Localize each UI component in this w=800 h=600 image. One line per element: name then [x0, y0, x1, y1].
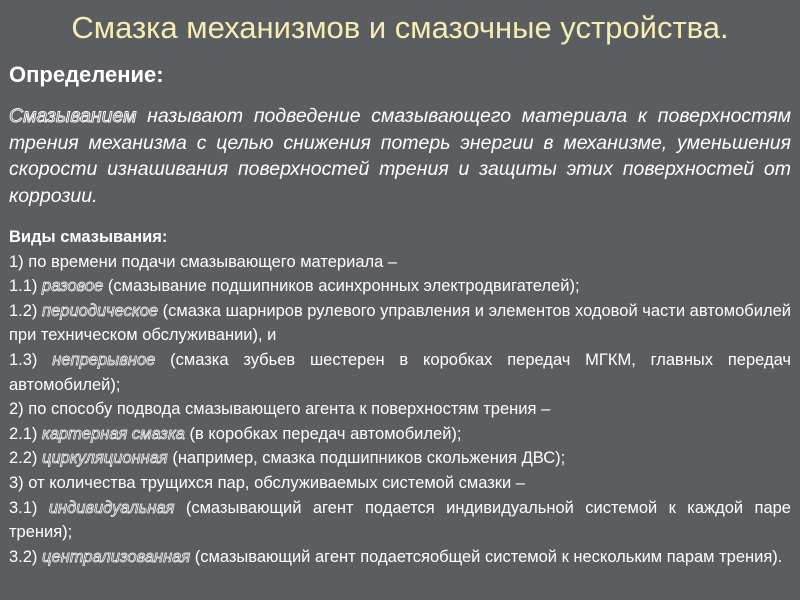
definition-heading: Определение: — [9, 62, 164, 87]
list-item — [9, 397, 791, 422]
list-item-prefix: 2) по способу подвода смазывающего агента к поверхностям трения – — [9, 400, 551, 419]
list-item-prefix: 2.2) — [9, 449, 43, 468]
list-item — [9, 471, 791, 496]
list-item-term: картерная смазка — [42, 424, 185, 443]
types-heading: Виды смазывания: — [9, 228, 168, 246]
list-item-prefix: 3.2) — [9, 547, 43, 566]
list-item-text: (смазывающий агент подается индивидуальной системой к каждой паре трения); — [9, 498, 791, 542]
list-item-term: циркуляционная — [42, 449, 168, 468]
slide-title: Смазка механизмов и смазочные устройства. — [71, 10, 729, 45]
list-item-term: непрерывное — [52, 350, 156, 369]
list-item-term: централизованная — [42, 547, 191, 566]
list-item-prefix: 1.3) — [9, 350, 53, 369]
list-item-text: (например, смазка подшипников скольжения ДВС); — [167, 449, 566, 468]
list-item-text: (смазывание подшипников асинхронных электродвигателей); — [103, 277, 580, 296]
list-item — [9, 274, 791, 299]
definition-text: называют подведение смазывающего материала к поверхностям трения механизма с целью снижения потерь энергии в механизме, уменьшения скорости изнашивания поверхностей трения и защиты этих поверхностей от коррозии. — [9, 105, 791, 207]
list-item-text: (в коробках передач автомобилей); — [184, 424, 462, 443]
lubrication-types-list — [9, 225, 791, 569]
list-item-prefix: 2.1) — [9, 424, 43, 443]
definition-paragraph — [9, 103, 791, 209]
list-item-text: (смазка шарниров рулевого управления и элементов ходовой части автомобилей при техническом обслуживании), и — [9, 301, 791, 345]
list-item-prefix: 1.2) — [9, 301, 43, 320]
list-item-text: (смазывающий агент подаетсяобщей системой к нескольким парам трения). — [190, 547, 783, 566]
list-item-prefix: 1.1) — [9, 277, 43, 296]
list-item — [9, 446, 791, 471]
list-item-term: индивидуальная — [48, 498, 175, 517]
definition-term: Смазыванием — [9, 105, 137, 127]
list-item — [9, 422, 791, 447]
list-item-prefix: 1) по времени подачи смазывающего материала – — [9, 252, 398, 271]
list-item — [9, 496, 791, 545]
list-item — [9, 348, 791, 397]
list-item-prefix: 3) от количества трущихся пар, обслуживаемых системой смазки – — [9, 473, 525, 492]
list-item — [9, 299, 791, 348]
list-item — [9, 250, 791, 275]
list-item-term: периодическое — [42, 301, 159, 320]
list-item-term: разовое — [42, 277, 104, 296]
list-item-prefix: 3.1) — [9, 498, 49, 517]
list-item — [9, 545, 791, 570]
list-item-text: (смазка зубьев шестерен в коробках передач МГКМ, главных передач автомобилей); — [9, 350, 791, 394]
